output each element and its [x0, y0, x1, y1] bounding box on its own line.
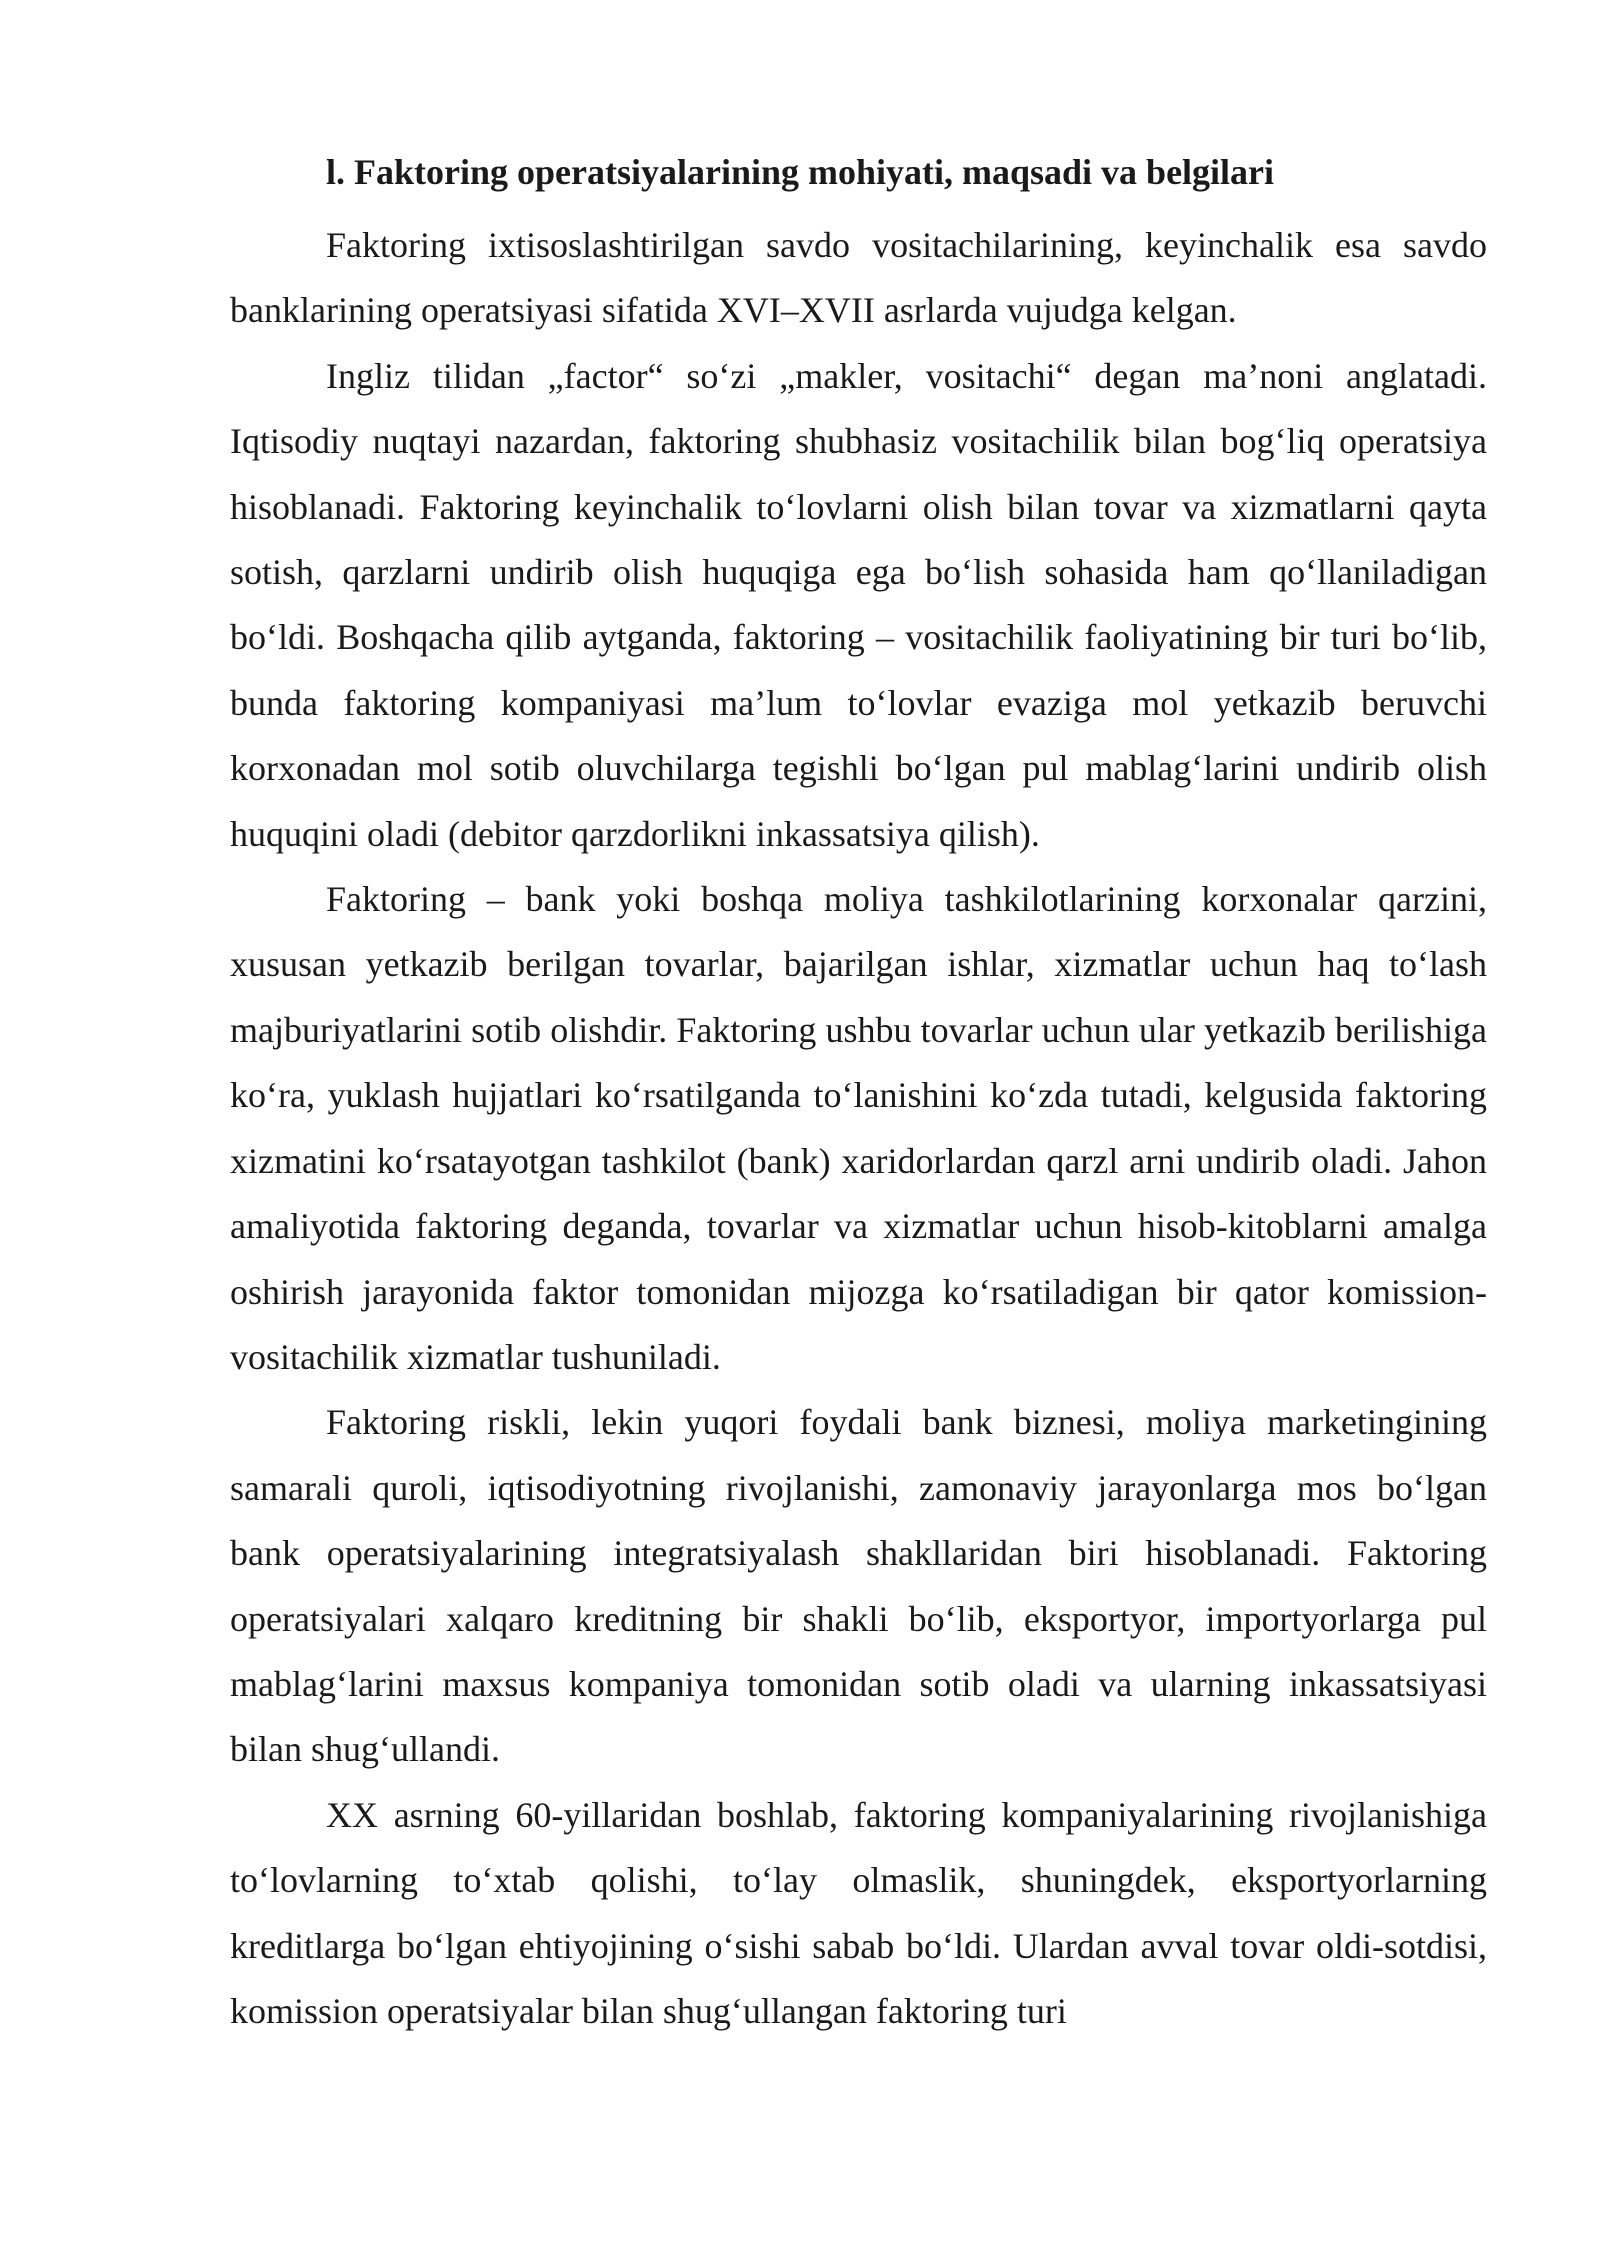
- paragraph-debt-purchase: Faktoring – bank yoki boshqa moliya tashkilotlarining korxonalar qarzini, xususan yetkazib berilgan tovarlar, bajarilgan ishlar, xizmatlar uchun haq to‘lash majburiyatlarini sotib olishdir. Faktoring ushbu tovarlar uchun ular yetkazib berilishiga ko‘ra, yuklash hujjatlari ko‘rsatilganda to‘lanishini ko‘zda tutadi, kelgusida faktoring xizmatini ko‘rsatayotgan tashkilot (bank) xaridorlardan qarzl arni undirib oladi. Jahon amaliyotida faktoring deganda, tovarlar va xizmatlar uchun hisob-kitoblarni amalga oshirish jarayonida faktor tomonidan mijozga ko‘rsatiladigan bir qator komission-vositachilik xizmatlar tushuniladi.: [230, 879, 1487, 1377]
- paragraph-history-60s: XX asrning 60-yillaridan boshlab, faktoring kompaniyalarining rivojlanishiga to‘lovlarning to‘xtab qolishi, to‘lay olmaslik, shuningdek, eksportyorlarning kreditlarga bo‘lgan ehtiyojining o‘sishi sabab bo‘ldi. Ulardan avval tovar oldi-sotdisi, komission operatsiyalar bilan shug‘ullangan faktoring turi: [230, 1794, 1487, 2031]
- paragraph-definition: Ingliz tilidan „factor“ so‘zi „makler, vositachi“ degan ma’noni anglatadi. Iqtisodiy nuqtayi nazardan, faktoring shubhasiz vositachilik bilan bog‘liq operatsiya hisoblanadi. Faktoring keyinchalik to‘lovlarni olish bilan tovar va xizmatlarni qayta sotish, qarzlarni undirib olish huquqiga ega bo‘lish sohasida ham qo‘llaniladigan bo‘ldi. Boshqacha qilib aytganda, faktoring – vositachilik faoliyatining bir turi bo‘lib, bunda faktoring kompaniyasi ma’lum to‘lovlar evaziga mol yetkazib beruvchi korxonadan mol sotib oluvchilarga tegishli bo‘lgan pul mablag‘larini undirib olish huquqini oladi (debitor qarzdorlikni inkassatsiya qilish).: [230, 355, 1487, 854]
- document-body: [230, 148, 1487, 2044]
- paragraph-risk-business: Faktoring riskli, lekin yuqori foydali bank biznesi, moliya marketingining samarali quroli, iqtisodiyotning rivojlanishi, zamonaviy jarayonlarga mos bo‘lgan bank operatsiyalarining integratsiyalash shakllaridan biri hisoblanadi. Faktoring operatsiyalari xalqaro kreditning bir shakli bo‘lib, eksportyor, importyorlarga pul mablag‘larini maxsus kompaniya tomonidan sotib oladi va ularning inkassatsiyasi bilan shug‘ullandi.: [230, 1402, 1487, 1770]
- section-heading: l. Faktoring operatsiyalarining mohiyati, maqsadi va belgilari: [326, 152, 1275, 192]
- paragraph-origin: Faktoring ixtisoslashtirilgan savdo vositachilarining, keyinchalik esa savdo banklarining operatsiyasi sifatida XVI–XVII asrlarda vujudga kelgan.: [230, 225, 1487, 331]
